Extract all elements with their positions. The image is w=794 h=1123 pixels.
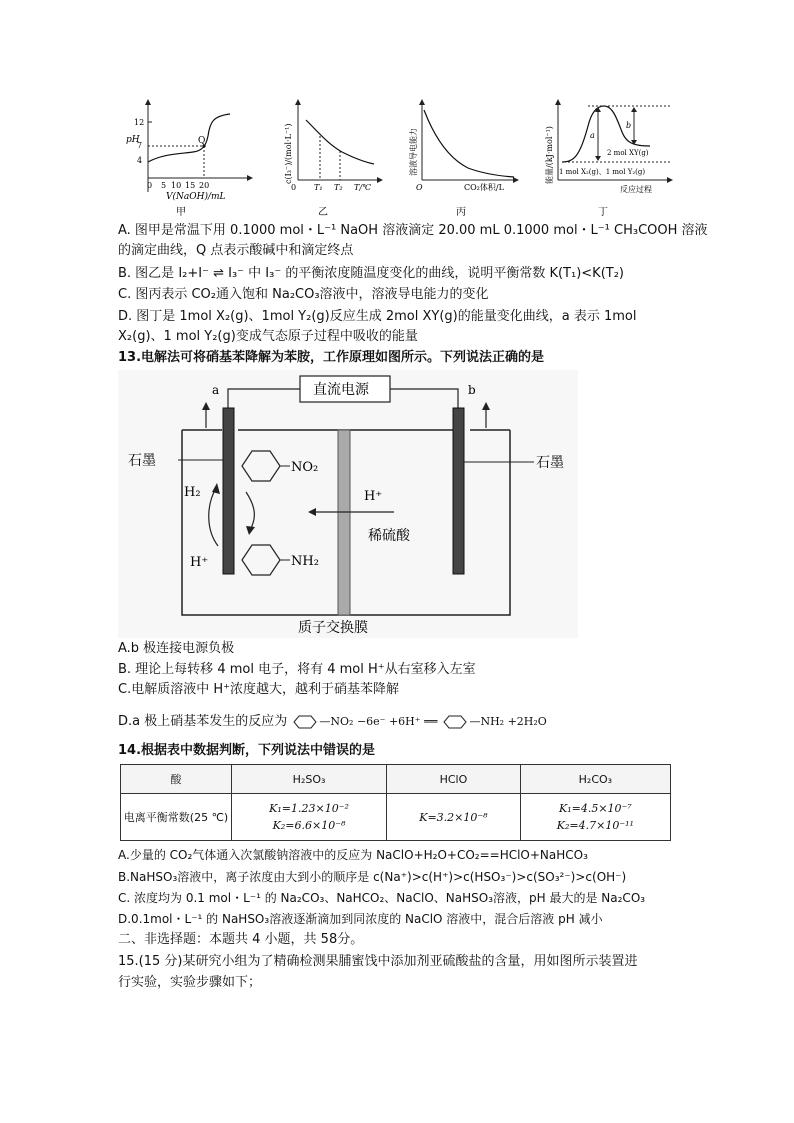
graphite-right-label: 石墨 [536, 455, 564, 471]
bing-x-label: CO₂体积/L [464, 183, 504, 192]
q14-option-a: A.少量的 CO₂气体通入次氯酸钠溶液中的反应为 NaClO+H₂O+CO₂==HClO+NaHCO₃ [118, 848, 588, 862]
graph-jia [126, 99, 253, 218]
q12-option-c: C. 图丙表示 CO₂通入饱和 Na₂CO₃溶液中，溶液导电能力的变化 [118, 287, 489, 302]
jia-ytick: 12 [134, 118, 145, 127]
nitro-group: NO₂ [291, 460, 319, 475]
jia-xtick: 0 [147, 181, 153, 190]
q15-line1: 15.(15 分)某研究小组为了精确检测果脯蜜饯中添加剂亚硫酸盐的含量，用如图所示装置进 [118, 954, 638, 969]
h2co3-k1: K₁=4.5×10⁻⁷ [558, 802, 632, 815]
q15-line2: 行实验，实验步骤如下； [118, 975, 262, 990]
electrolysis-diagram [118, 370, 578, 638]
jia-xtick: 10 [171, 181, 182, 190]
table-header: H₂CO₃ [520, 765, 670, 794]
table-header-row [121, 765, 671, 794]
h2so3-k1: K₁=1.23×10⁻² [269, 802, 349, 815]
q12-option-a-line1: A. 图甲是常温下用 0.1000 mol・L⁻¹ NaOH 溶液滴定 20.00 mL 0.1000 mol・L⁻¹ CH₃COOH 溶液 [118, 223, 708, 238]
jia-xtick: 20 [199, 181, 210, 190]
table-row [121, 794, 671, 841]
benzene-ring-icon [441, 714, 469, 730]
q13-d-equation-left: —NO₂ −6e⁻ +6H⁺ ══ [319, 715, 438, 728]
graph-bing [408, 99, 519, 218]
ionization-constants-table [120, 764, 671, 841]
terminal-b: b [468, 383, 476, 397]
jia-ytick: 7 [137, 141, 143, 150]
yi-y-label: c(I₃⁻)/(mol·L⁻¹) [284, 123, 293, 184]
q13-d-prefix: D.a 极上硝基苯发生的反应为 [118, 714, 288, 729]
table-header: 酸 [121, 765, 232, 794]
q14-option-c: C. 浓度均为 0.1 mol・L⁻¹ 的 Na₂CO₃、NaHCO₂、NaClO、NaHSO₃溶液，pH 最大的是 Na₂CO₃ [118, 891, 646, 905]
hclo-k: K=3.2×10⁻⁸ [419, 810, 488, 824]
hydrogen-label: H₂ [184, 485, 201, 500]
h2so3-cell [232, 794, 387, 841]
bing-caption: 丙 [456, 207, 466, 218]
yi-t2: T₂ [334, 183, 343, 192]
ding-x-label: 反应过程 [620, 185, 652, 194]
h2co3-k2: K₂=4.7×10⁻¹¹ [556, 819, 634, 832]
jia-caption: 甲 [176, 207, 186, 218]
q12-option-a-line2: 的滴定曲线，Q 点表示酸碱中和滴定终点 [118, 243, 354, 258]
row-label: 电离平衡常数(25 ℃) [121, 794, 232, 841]
q12-option-d-line1: D. 图丁是 1mol X₂(g)、1mol Y₂(g)反应生成 2mol XY(g)的能量变化曲线，a 表示 1mol [118, 309, 637, 324]
bing-y-label: 溶液导电能力 [409, 128, 418, 176]
section-two-heading: 二、非选择题：本题共 4 小题，共 58分。 [118, 932, 364, 947]
terminal-a: a [212, 383, 220, 397]
benzene-ring-icon [291, 714, 319, 730]
q13-option-b: B. 理论上每转移 4 mol 电子，将有 4 mol H⁺从右室移入左室 [118, 662, 476, 677]
ding-caption: 丁 [598, 207, 608, 218]
graph-ding [544, 99, 673, 218]
yi-t1: T₁ [314, 183, 323, 192]
yi-caption: 乙 [318, 207, 328, 218]
h2co3-cell [520, 794, 670, 841]
ding-a: a [590, 131, 595, 140]
acid-label: 稀硫酸 [368, 528, 410, 544]
ding-product: 2 mol XY(g) [607, 149, 649, 157]
graph-yi [284, 99, 383, 218]
q13-stem: 13.电解法可将硝基苯降解为苯胺，工作原理如图所示。下列说法正确的是 [118, 350, 545, 365]
amino-group: NH₂ [291, 554, 319, 569]
q13-d-equation-right: —NH₂ +2H₂O [469, 715, 547, 728]
jia-y-label: pH [126, 135, 140, 145]
table-header: H₂SO₃ [232, 765, 387, 794]
graphite-left-label: 石墨 [128, 453, 156, 469]
jia-xtick: 5 [161, 181, 167, 190]
q14-stem: 14.根据表中数据判断，下列说法中错误的是 [118, 743, 376, 758]
q12-option-d-line2: X₂(g)、1 mol Y₂(g)变成气态原子过程中吸收的能量 [118, 329, 418, 344]
q13-option-c: C.电解质溶液中 H⁺浓度越大，越利于硝基苯降解 [118, 682, 399, 697]
membrane-label: 质子交换膜 [298, 620, 368, 636]
q13-option-a: A.b 极连接电源负极 [118, 641, 235, 656]
hplus-right-label: H⁺ [364, 489, 383, 504]
q14-option-d: D.0.1mol・L⁻¹ 的 NaHSO₃溶液逐渐滴加到同浓度的 NaClO 溶液中，混合后溶液 pH 减小 [118, 912, 603, 926]
ding-b: b [626, 121, 632, 130]
ding-y-label: 能量/(kJ·mol⁻¹) [545, 126, 554, 184]
q14-option-b: B.NaHSO₃溶液中，离子浓度由大到小的顺序是 c(Na⁺)>c(H⁺)>c(HSO₃⁻)>c(SO₃²⁻)>c(OH⁻) [118, 870, 627, 884]
q12-option-b: B. 图乙是 I₂+I⁻ ⇌ I₃⁻ 中 I₃⁻ 的平衡浓度随温度变化的曲线，说明平衡常数 K(T₁)<K(T₂) [118, 266, 624, 281]
jia-xtick: 15 [185, 181, 196, 190]
ding-reactant: 1 mol X₂(g)、1 mol Y₂(g) [559, 168, 646, 176]
jia-x-label: V(NaOH)/mL [166, 192, 226, 202]
table-header: HClO [387, 765, 521, 794]
q13-option-d [118, 713, 547, 731]
graphs-strip [118, 96, 678, 220]
hclo-cell [387, 794, 521, 841]
bing-origin: O [416, 183, 423, 192]
jia-ytick: 4 [137, 156, 143, 165]
power-supply-label: 直流电源 [313, 382, 369, 398]
yi-origin: 0 [291, 183, 297, 192]
hplus-left-label: H⁺ [190, 555, 209, 570]
yi-x-label: T/℃ [354, 183, 371, 192]
jia-point-q: Q [198, 136, 206, 146]
h2so3-k2: K₂=6.6×10⁻⁸ [272, 819, 346, 832]
